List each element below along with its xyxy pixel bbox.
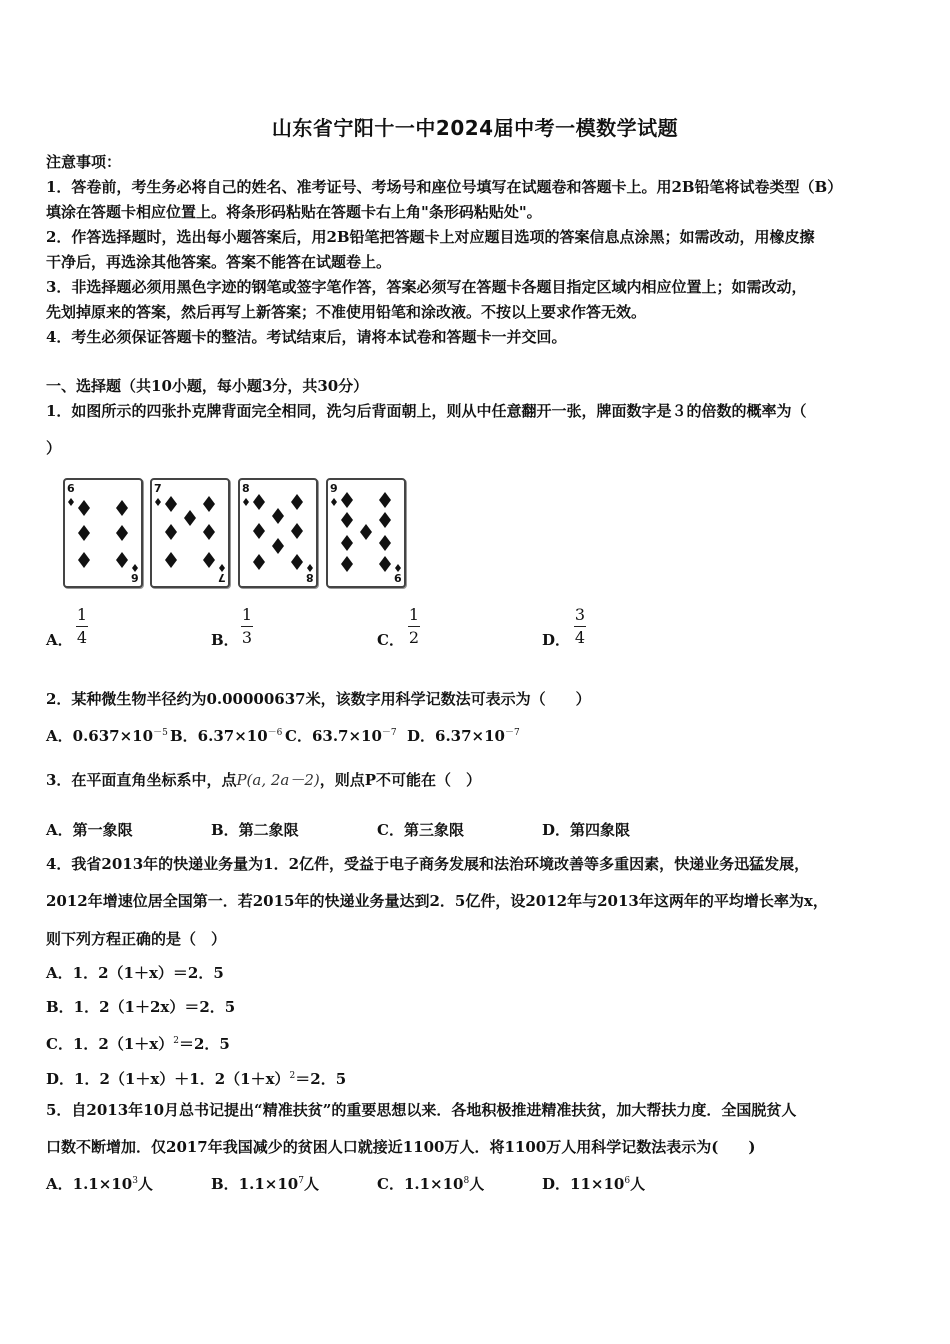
option-c-fraction bbox=[408, 606, 420, 647]
card-rank: 7 bbox=[154, 482, 162, 495]
option-text: D．11×10 bbox=[542, 1175, 625, 1193]
exponent: 3 bbox=[132, 1176, 138, 1186]
option-text: C．63.7×10 bbox=[285, 727, 382, 745]
exponent: 7 bbox=[298, 1176, 304, 1186]
section-heading: 一、选择题（共10小题，每小题3分，共30分） bbox=[46, 377, 369, 395]
q4-option-a: A．1．2（1＋x）＝2．5 bbox=[46, 964, 224, 982]
q3-option-c: C．第三象限 bbox=[377, 821, 464, 839]
option-unit: 人 bbox=[303, 1175, 319, 1193]
q5-option-a bbox=[46, 1171, 153, 1194]
notice-line: 4．考生必须保证答题卡的整洁。考试结束后，请将本试卷和答题卡一并交回。 bbox=[46, 328, 567, 346]
option-text: A．1.1×10 bbox=[46, 1175, 133, 1193]
option-text: A．0.637×10 bbox=[46, 727, 154, 745]
diamond-icon bbox=[65, 480, 141, 586]
option-unit: 人 bbox=[137, 1175, 153, 1193]
numerator: 3 bbox=[574, 605, 586, 624]
question-4-text: 2012年增速位居全国第一．若2015年的快递业务量达到2．5亿件，设2012年与2013年这两年的平均增长率为x， bbox=[46, 892, 828, 910]
option-b-fraction bbox=[241, 606, 253, 647]
numerator: 1 bbox=[241, 605, 253, 624]
diamond-icon bbox=[328, 480, 404, 586]
playing-card-6 bbox=[63, 478, 143, 588]
exponent: －6 bbox=[267, 728, 283, 738]
option-text: ＝2．5 bbox=[178, 1035, 230, 1053]
numerator: 1 bbox=[408, 605, 420, 624]
q3-point-formula: P(a, 2a－2) bbox=[236, 771, 320, 789]
q5-option-c bbox=[377, 1171, 484, 1194]
option-d-fraction bbox=[574, 606, 586, 647]
exponent: 8 bbox=[463, 1176, 470, 1186]
question-4-text: 则下列方程正确的是（ ） bbox=[46, 930, 227, 948]
option-a-fraction bbox=[76, 606, 88, 647]
denominator: 4 bbox=[76, 628, 88, 647]
denominator: 2 bbox=[408, 628, 420, 647]
exponent: 6 bbox=[624, 1176, 631, 1186]
page-title: 山东省宁阳十一中2024届中考一模数学试题 bbox=[271, 116, 679, 140]
option-b-label: B． bbox=[211, 631, 239, 649]
q2-option-c bbox=[285, 723, 397, 746]
option-d-label: D． bbox=[542, 631, 571, 649]
exponent: －7 bbox=[381, 728, 397, 738]
notice-line: 干净后，再选涂其他答案。答案不能答在试题卷上。 bbox=[46, 253, 392, 271]
card-rank: 6 bbox=[67, 482, 75, 495]
diamond-icon bbox=[152, 480, 228, 586]
option-text: B．1.1×10 bbox=[211, 1175, 299, 1193]
q4-option-d bbox=[46, 1066, 346, 1089]
exponent: －7 bbox=[504, 728, 520, 738]
card-rank: 6 bbox=[131, 571, 139, 584]
q2-option-b bbox=[170, 723, 282, 746]
option-c-label: C． bbox=[377, 631, 404, 649]
card-rank: 9 bbox=[394, 571, 402, 584]
option-text: C．1.1×10 bbox=[377, 1175, 464, 1193]
q3-after: ，则点P不可能在（ ） bbox=[319, 771, 482, 789]
notice-line: 先划掉原来的答案，然后再写上新答案；不准使用铅笔和涂改液。不按以上要求作答无效。 bbox=[46, 303, 647, 321]
option-unit: 人 bbox=[630, 1175, 646, 1193]
option-text: C．1．2（1＋x） bbox=[46, 1035, 174, 1053]
q4-option-c bbox=[46, 1031, 230, 1054]
notice-heading: 注意事项： bbox=[46, 153, 122, 171]
question-1-text: 1．如图所示的四张扑克牌背面完全相同，洗匀后背面朝上，则从中任意翻开一张，牌面数字是３的倍数的概率为（ bbox=[46, 402, 807, 420]
q5-option-b bbox=[211, 1171, 319, 1194]
notice-line: 3．非选择题必须用黑色字迹的钢笔或签字笔作答，答案必须写在答题卡各题目指定区域内相应位置上；如需改动， bbox=[46, 278, 807, 296]
question-1-text-end: ） bbox=[46, 439, 62, 457]
q3-option-a: A．第一象限 bbox=[46, 821, 133, 839]
question-3-text bbox=[46, 770, 906, 790]
exponent: 2 bbox=[173, 1036, 179, 1046]
q2-option-d bbox=[407, 723, 520, 746]
option-text: ＝2．5 bbox=[295, 1070, 347, 1088]
question-5-text: 5．自2013年10月总书记提出“精准扶贫”的重要思想以来．各地积极推进精准扶贫，加大帮扶力度．全国脱贫人 bbox=[46, 1101, 797, 1119]
notice-line: 2．作答选择题时，选出每小题答案后，用2B铅笔把答题卡上对应题目选项的答案信息点涂黑；如需改动，用橡皮擦 bbox=[46, 228, 815, 246]
card-rank: 7 bbox=[218, 571, 226, 584]
playing-card-7 bbox=[150, 478, 230, 588]
diamond-icon bbox=[240, 480, 316, 586]
denominator: 3 bbox=[241, 628, 253, 647]
card-rank: 9 bbox=[330, 482, 338, 495]
card-rank: 8 bbox=[306, 571, 314, 584]
option-text: D．6.37×10 bbox=[407, 727, 505, 745]
question-4-text: 4．我省2013年的快递业务量为1．2亿件，受益于电子商务发展和法治环境改善等多重因素，快递业务迅猛发展， bbox=[46, 855, 810, 873]
option-unit: 人 bbox=[469, 1175, 485, 1193]
q3-before: 3．在平面直角坐标系中，点 bbox=[46, 771, 237, 789]
playing-card-8 bbox=[238, 478, 318, 588]
numerator: 1 bbox=[76, 605, 88, 624]
notice-line: 填涂在答题卡相应位置上。将条形码粘贴在答题卡右上角"条形码粘贴处"。 bbox=[46, 203, 542, 221]
exponent: 2 bbox=[289, 1071, 296, 1081]
question-2-text: 2．某种微生物半径约为0.00000637米，该数字用科学记数法可表示为（ ） bbox=[46, 690, 591, 708]
question-5-text: 口数不断增加．仅2017年我国减少的贫困人口就接近1100万人．将1100万人用科学记数法表示为( ) bbox=[46, 1138, 756, 1156]
exponent: －5 bbox=[153, 728, 168, 738]
q3-option-b: B．第二象限 bbox=[211, 821, 299, 839]
option-text: D．1．2（1＋x）＋1．2（1＋x） bbox=[46, 1070, 290, 1088]
denominator: 4 bbox=[574, 628, 586, 647]
option-text: B．6.37×10 bbox=[170, 727, 268, 745]
notice-line: 1．答卷前，考生务必将自己的姓名、准考证号、考场号和座位号填写在试题卷和答题卡上。用2B铅笔将试卷类型（B） bbox=[46, 178, 843, 196]
playing-card-9 bbox=[326, 478, 406, 588]
q2-option-a bbox=[46, 723, 168, 746]
option-a-label: A． bbox=[46, 631, 73, 649]
card-rank: 8 bbox=[242, 482, 250, 495]
q5-option-d bbox=[542, 1171, 645, 1194]
q4-option-b: B．1．2（1＋2x）＝2．5 bbox=[46, 998, 236, 1016]
q3-option-d: D．第四象限 bbox=[542, 821, 631, 839]
